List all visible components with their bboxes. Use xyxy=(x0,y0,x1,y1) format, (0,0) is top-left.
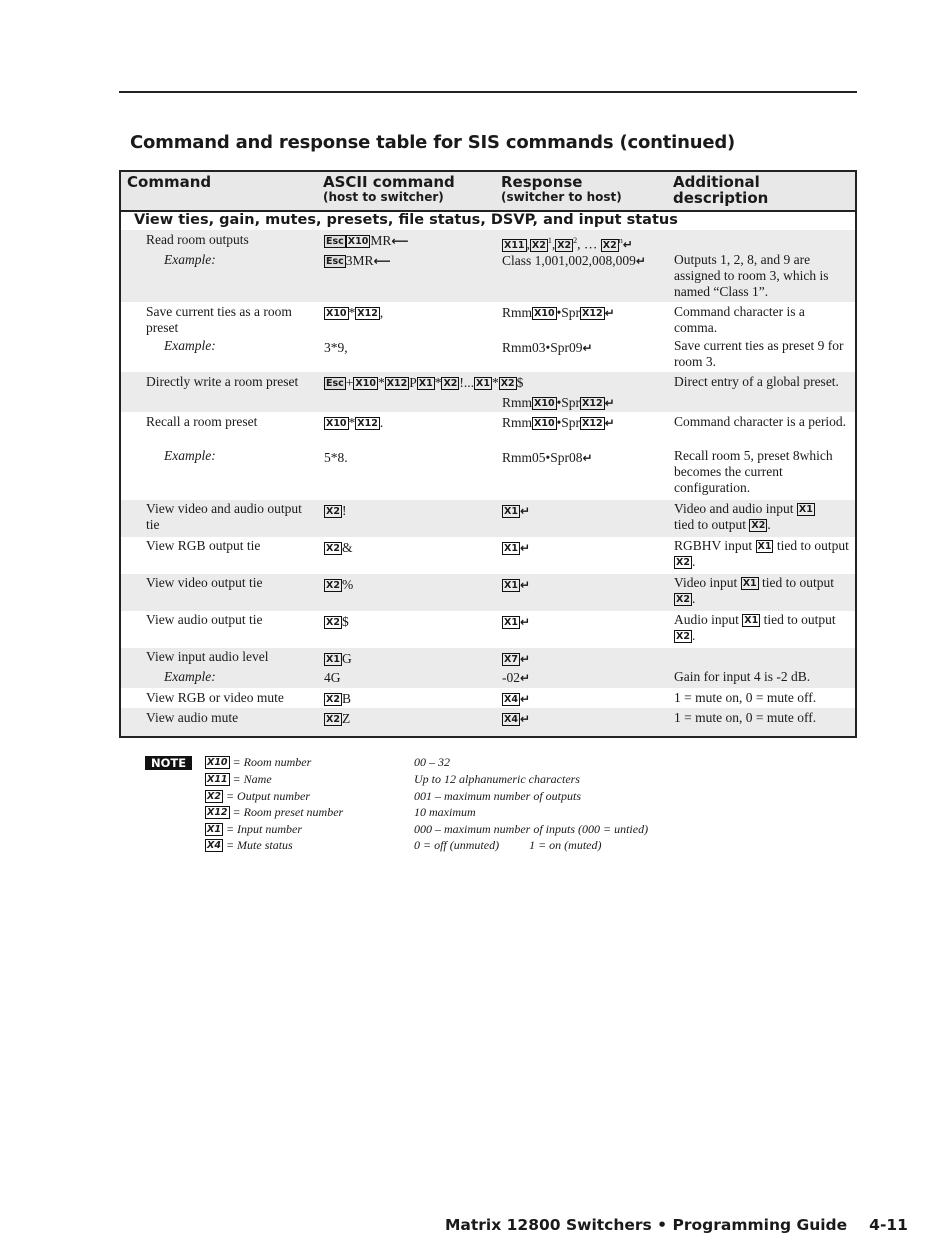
command-label: Recall a room preset xyxy=(146,414,258,429)
example-label: Example: xyxy=(164,338,216,353)
return-arrow-icon: ↵ xyxy=(519,578,530,592)
command-label: View input audio level xyxy=(146,649,269,664)
command-label: Save current ties as a room preset xyxy=(146,304,292,335)
example-response: Rmm05•Spr08↵ xyxy=(502,450,593,465)
note-value: 0 = off (unmuted) 1 = on (muted) xyxy=(414,838,602,852)
note-variable: X4 = Mute status xyxy=(207,838,293,852)
table-row xyxy=(121,500,855,537)
example-label: Example: xyxy=(164,669,216,684)
page-footer xyxy=(445,1216,908,1234)
response: X7 ↵ xyxy=(504,652,530,666)
ascii-command: Esc + X10 * X12 P X1 * X2 !... X1 * X2 $ xyxy=(326,375,524,390)
header-ascii: ASCII command (host to switcher) xyxy=(323,173,455,204)
example-response: -02↵ xyxy=(502,670,531,685)
response: X4 ↵ xyxy=(504,712,530,726)
ascii-command: X2 $ xyxy=(326,614,349,629)
command-label: View video and audio output tie xyxy=(146,501,302,532)
return-arrow-icon: ↵ xyxy=(604,396,615,410)
top-rule xyxy=(119,91,857,93)
return-arrow-icon: ↵ xyxy=(519,504,530,518)
example-description: Recall room 5, preset 8which becomes the current configuration. xyxy=(674,448,833,495)
return-arrow-icon: ↵ xyxy=(519,692,530,706)
description: 1 = mute on, 0 = mute off. xyxy=(674,710,817,725)
return-arrow-icon: ↵ xyxy=(635,254,646,268)
note-variable: X1 = Input number xyxy=(207,822,303,836)
response: Rmm X10 •Spr X12 ↵ xyxy=(502,415,615,430)
note-variable: X2 = Output number xyxy=(207,789,311,803)
sis-command-table xyxy=(119,170,857,738)
header-description: Additional description xyxy=(673,173,769,207)
return-arrow-icon: ↵ xyxy=(519,652,530,666)
example-response: Class 1,001,002,008,009↵ xyxy=(502,253,646,268)
ascii-command: X10 * X12 . xyxy=(326,415,384,430)
return-arrow-icon: ↵ xyxy=(582,451,593,465)
response: X4 ↵ xyxy=(504,692,530,706)
note-variable: X12 = Room preset number xyxy=(207,805,344,819)
table-row xyxy=(121,372,855,412)
example-ascii: 5*8. xyxy=(324,450,348,465)
table-row xyxy=(121,708,855,736)
return-arrow-icon: ↵ xyxy=(582,341,593,355)
example-label: Example: xyxy=(164,448,216,463)
description: Video and audio input X1 tied to output X2 . xyxy=(674,501,813,532)
response: X11 , X2 $^1$, X2 $^2$, … X2 $^n$↵ xyxy=(504,236,633,252)
note-variable: X10 = Room number xyxy=(207,755,312,769)
example-ascii: 3*9, xyxy=(324,340,348,355)
description: Command character is a period. xyxy=(674,414,847,429)
header-response: Response (switcher to host) xyxy=(501,173,622,204)
command-label: View audio mute xyxy=(146,710,239,725)
return-arrow-icon: ↵ xyxy=(622,237,633,252)
example-ascii: 4G xyxy=(324,670,341,685)
description: Direct entry of a global preset. xyxy=(674,374,839,389)
response: X1 ↵ xyxy=(504,541,530,555)
note-badge: NOTE xyxy=(145,756,192,770)
table-row xyxy=(121,412,855,498)
example-description: Gain for input 4 is -2 dB. xyxy=(674,669,811,684)
description: 1 = mute on, 0 = mute off. xyxy=(674,690,817,705)
command-label: View RGB output tie xyxy=(146,538,261,553)
note-value: 10 maximum xyxy=(414,805,476,819)
response: Rmm X10 •Spr X12 ↵ xyxy=(502,305,615,320)
ascii-command: X2 % xyxy=(326,577,354,592)
return-arrow-icon: ↵ xyxy=(604,306,615,320)
description: Video input X1 tied to output X2 . xyxy=(674,575,834,606)
ascii-command: Esc X10 MR⟵ xyxy=(326,233,409,248)
ascii-command: X2 ! xyxy=(326,503,347,518)
table-row xyxy=(121,537,855,574)
note-value: 000 – maximum number of inputs (000 = untied) xyxy=(414,822,649,836)
response: X1 ↵ xyxy=(504,615,530,629)
response: X1 ↵ xyxy=(504,504,530,518)
example-description: Outputs 1, 2, 8, and 9 are assigned to room 3, which is named “Class 1”. xyxy=(674,252,829,299)
example-response: Rmm03•Spr09↵ xyxy=(502,340,593,355)
return-arrow-icon: ↵ xyxy=(520,671,531,685)
command-label: Read room outputs xyxy=(146,232,249,247)
return-arrow-icon: ↵ xyxy=(519,541,530,555)
description: Command character is a comma. xyxy=(674,304,805,335)
return-arrow-icon: ↵ xyxy=(604,416,615,430)
variable-notes xyxy=(145,756,745,856)
description: RGBHV input X1 tied to output X2 . xyxy=(674,538,849,569)
return-arrow-icon: ↵ xyxy=(519,712,530,726)
table-row xyxy=(121,648,855,688)
command-label: View audio output tie xyxy=(146,612,263,627)
page-title: Command and response table for SIS commands (continued) xyxy=(130,132,736,153)
return-arrow-icon: ⟵ xyxy=(391,234,409,248)
section-title: View ties, gain, mutes, presets, file status, DSVP, and input status xyxy=(134,212,678,228)
note-value: Up to 12 alphanumeric characters xyxy=(414,772,580,786)
command-label: View video output tie xyxy=(146,575,263,590)
ascii-command: X2 & xyxy=(326,540,353,555)
note-variable: X11 = Name xyxy=(207,772,272,786)
note-value: 00 – 32 xyxy=(414,755,450,769)
page-number: 4-11 xyxy=(869,1216,908,1234)
note-value: 001 – maximum number of outputs xyxy=(414,789,581,803)
return-arrow-icon: ⟵ xyxy=(373,254,391,268)
example-ascii: Esc 3MR⟵ xyxy=(326,253,391,268)
response: X1 ↵ xyxy=(504,578,530,592)
command-label: View RGB or video mute xyxy=(146,690,284,705)
return-arrow-icon: ↵ xyxy=(519,615,530,629)
table-header xyxy=(121,172,855,212)
table-row xyxy=(121,611,855,648)
ascii-command: X2 B xyxy=(326,691,351,706)
command-label: Directly write a room preset xyxy=(146,374,299,389)
description: Audio input X1 tied to output X2 . xyxy=(674,612,836,643)
table-row xyxy=(121,302,855,372)
table-row xyxy=(121,230,855,302)
footer-title: Matrix 12800 Switchers • Programming Guide xyxy=(445,1216,848,1234)
example-label: Example: xyxy=(164,252,216,267)
ascii-command: X1 G xyxy=(326,651,352,666)
response: Rmm X10 •Spr X12 ↵ xyxy=(502,395,615,410)
table-row xyxy=(121,688,855,708)
table-row xyxy=(121,574,855,611)
example-description: Save current ties as preset 9 for room 3. xyxy=(674,338,844,369)
header-command: Command xyxy=(127,173,212,191)
ascii-command: X2 Z xyxy=(326,711,351,726)
ascii-command: X10 * X12 , xyxy=(326,305,384,320)
